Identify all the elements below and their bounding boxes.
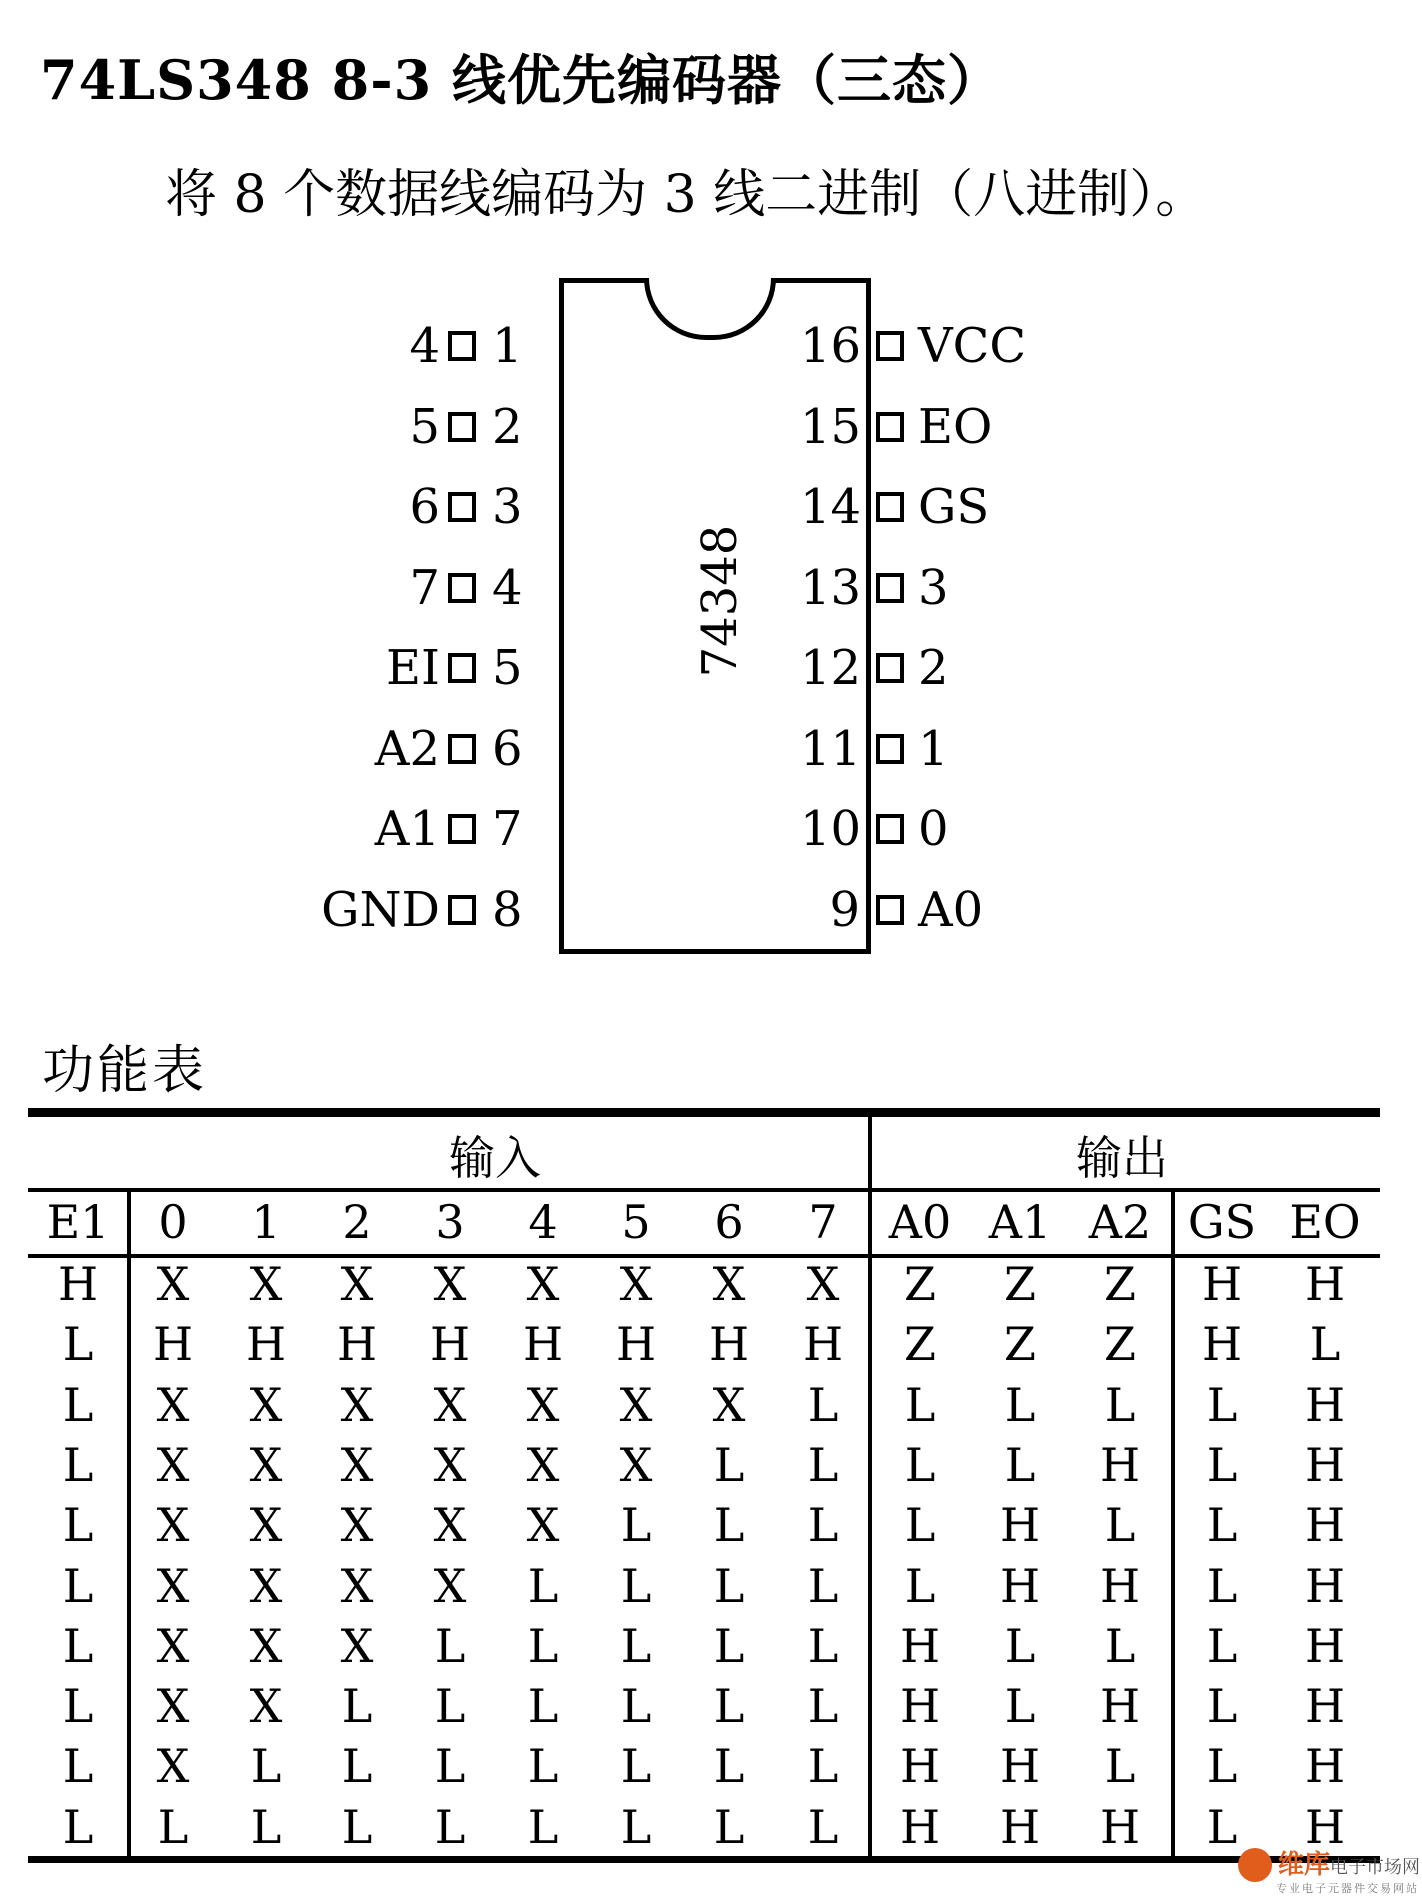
column-header: 1: [251, 1195, 281, 1249]
table-cell: L: [620, 1498, 652, 1552]
pin-number: 4: [492, 560, 523, 616]
column-header: 4: [528, 1195, 558, 1249]
column-header: A1: [988, 1195, 1052, 1249]
left-pin-7: [375, 799, 552, 859]
pin-lead: [448, 412, 476, 442]
pin-number: 9: [829, 882, 860, 938]
table-cell: X: [156, 1679, 190, 1733]
table-cell: H: [899, 1679, 941, 1733]
table-cell: X: [340, 1257, 374, 1311]
pin-number: 8: [492, 882, 523, 938]
pin-number: 2: [492, 399, 523, 455]
table-cell: L: [807, 1679, 839, 1733]
logo-icon: [1238, 1848, 1272, 1882]
right-pin-2: [800, 397, 992, 457]
table-cell: Z: [904, 1317, 936, 1371]
column-header: 2: [342, 1195, 372, 1249]
pin-lead: [448, 895, 476, 925]
table-cell: H: [1304, 1619, 1346, 1673]
column-header: A0: [888, 1195, 952, 1249]
table-cell: X: [526, 1498, 560, 1552]
table-cell: L: [807, 1800, 839, 1854]
table-cell: L: [527, 1739, 559, 1793]
left-pin-2: [409, 397, 552, 457]
pin-name: 3: [918, 560, 949, 616]
function-table-title: 功能表: [42, 1041, 208, 1101]
right-pin-7: [800, 799, 949, 859]
page-description: 将 8 个数据线编码为 3 线二进制（八进制）。: [165, 165, 1208, 225]
table-cell: X: [433, 1559, 467, 1613]
left-pin-1: [409, 316, 552, 376]
table-cell: X: [712, 1378, 746, 1432]
pin-number: 15: [800, 399, 862, 455]
column-header: 5: [621, 1195, 651, 1249]
left-pin-5: [386, 638, 552, 698]
table-cell: X: [249, 1378, 283, 1432]
table-cell: L: [1206, 1559, 1238, 1613]
column-header: 7: [808, 1195, 838, 1249]
table-cell: L: [62, 1800, 94, 1854]
table-cell: H: [1304, 1257, 1346, 1311]
pin-name: 0: [918, 801, 949, 857]
table-cell: L: [527, 1559, 559, 1613]
pin-lead: [448, 573, 476, 603]
table-cell: H: [336, 1317, 378, 1371]
pin-lead: [876, 814, 904, 844]
pin-number: 14: [800, 479, 862, 535]
table-cell: X: [340, 1438, 374, 1492]
table-cell: L: [62, 1679, 94, 1733]
table-cell: X: [156, 1257, 190, 1311]
left-pin-8: [321, 880, 552, 940]
table-cell: H: [522, 1317, 564, 1371]
table-cell: L: [1004, 1679, 1036, 1733]
table-cell: L: [713, 1619, 745, 1673]
table-cell: X: [156, 1498, 190, 1552]
table-cell: X: [249, 1559, 283, 1613]
pin-lead: [448, 814, 476, 844]
table-cell: H: [245, 1317, 287, 1371]
table-cell: H: [1201, 1257, 1243, 1311]
pin-name: A1: [374, 801, 440, 857]
table-cell: L: [62, 1739, 94, 1793]
pin-lead: [448, 331, 476, 361]
input-group-header: 输入: [449, 1131, 541, 1185]
table-cell: L: [713, 1679, 745, 1733]
table-cell: L: [62, 1438, 94, 1492]
table-cell: H: [429, 1317, 471, 1371]
table-cell: X: [433, 1257, 467, 1311]
pin-name: 1: [918, 721, 949, 777]
table-cell: L: [620, 1559, 652, 1613]
chip-notch: [644, 278, 776, 340]
pin-lead: [876, 573, 904, 603]
pin-name: 6: [409, 479, 440, 535]
table-cell: L: [620, 1679, 652, 1733]
table-cell: X: [249, 1257, 283, 1311]
table-cell: L: [157, 1800, 189, 1854]
pin-name: A2: [374, 721, 440, 777]
pin-lead: [876, 492, 904, 522]
right-pin-1: [800, 316, 1026, 376]
chip-label: 74348: [692, 524, 748, 678]
table-cell: X: [340, 1619, 374, 1673]
table-cell: X: [433, 1498, 467, 1552]
logo-name: 维库电子市场网: [1278, 1850, 1421, 1880]
column-header: E1: [46, 1195, 110, 1249]
table-cell: X: [156, 1619, 190, 1673]
table-cell: L: [713, 1739, 745, 1793]
table-cell: X: [249, 1679, 283, 1733]
column-header: A2: [1088, 1195, 1152, 1249]
table-cell: X: [712, 1257, 746, 1311]
table-cell: L: [1206, 1739, 1238, 1793]
table-cell: Z: [1004, 1257, 1036, 1311]
table-cell: L: [527, 1619, 559, 1673]
table-cell: Z: [1004, 1317, 1036, 1371]
table-cell: L: [1206, 1619, 1238, 1673]
table-cell: H: [708, 1317, 750, 1371]
table-cell: L: [1206, 1800, 1238, 1854]
table-cell: L: [434, 1619, 466, 1673]
table-cell: X: [156, 1438, 190, 1492]
right-pin-4: [800, 558, 949, 618]
table-cell: L: [62, 1559, 94, 1613]
table-cell: L: [807, 1378, 839, 1432]
table-cell: L: [620, 1619, 652, 1673]
table-cell: X: [433, 1438, 467, 1492]
table-cell: L: [713, 1559, 745, 1613]
table-cell: L: [1206, 1378, 1238, 1432]
pin-name: EI: [386, 640, 440, 696]
table-cell: L: [1206, 1498, 1238, 1552]
logo-tagline: 专业电子元器件交易网站: [1276, 1882, 1419, 1895]
pin-name: 5: [409, 399, 440, 455]
table-cell: H: [1099, 1438, 1141, 1492]
table-cell: X: [340, 1559, 374, 1613]
table-cell: H: [1304, 1498, 1346, 1552]
table-cell: X: [249, 1438, 283, 1492]
table-cell: L: [434, 1800, 466, 1854]
table-cell: H: [1304, 1739, 1346, 1793]
table-cell: L: [807, 1559, 839, 1613]
pin-number: 12: [800, 640, 862, 696]
pin-lead: [876, 734, 904, 764]
table-cell: H: [1201, 1317, 1243, 1371]
output-group-header: 输出: [1076, 1131, 1168, 1185]
column-header: GS: [1187, 1195, 1257, 1249]
table-cell: L: [1206, 1679, 1238, 1733]
table-cell: H: [615, 1317, 657, 1371]
right-pin-6: [800, 719, 949, 779]
table-cell: H: [899, 1800, 941, 1854]
table-cell: L: [1004, 1378, 1036, 1432]
table-cell: X: [619, 1438, 653, 1492]
table-cell: Z: [1104, 1317, 1136, 1371]
pin-number: 13: [800, 560, 862, 616]
table-cell: L: [713, 1800, 745, 1854]
table-cell: X: [249, 1619, 283, 1673]
pin-number: 3: [492, 479, 523, 535]
table-cell: X: [340, 1498, 374, 1552]
table-cell: H: [1099, 1800, 1141, 1854]
table-cell: X: [806, 1257, 840, 1311]
pin-number: 16: [800, 318, 862, 374]
pin-number: 10: [800, 801, 862, 857]
pin-name: 7: [409, 560, 440, 616]
table-cell: L: [434, 1679, 466, 1733]
table-cell: L: [341, 1679, 373, 1733]
table-cell: L: [62, 1498, 94, 1552]
pin-name: A0: [918, 882, 984, 938]
table-cell: X: [249, 1498, 283, 1552]
table-cell: L: [807, 1498, 839, 1552]
table-cell: L: [250, 1739, 282, 1793]
pin-lead: [876, 653, 904, 683]
pin-lead: [876, 895, 904, 925]
table-cell: X: [526, 1438, 560, 1492]
table-cell: L: [1004, 1438, 1036, 1492]
right-pin-8: [800, 880, 983, 940]
pin-lead: [448, 653, 476, 683]
table-cell: H: [1304, 1438, 1346, 1492]
left-pin-4: [409, 558, 552, 618]
table-cell: L: [1104, 1739, 1136, 1793]
table-cell: L: [1309, 1317, 1341, 1371]
table-cell: X: [619, 1257, 653, 1311]
table-cell: L: [713, 1498, 745, 1552]
table-cell: H: [999, 1800, 1041, 1854]
table-cell: H: [802, 1317, 844, 1371]
divider-enable-inputs: [127, 1190, 131, 1858]
table-cell: L: [1104, 1378, 1136, 1432]
table-cell: L: [1104, 1498, 1136, 1552]
table-cell: L: [62, 1317, 94, 1371]
divider-address-status: [1171, 1190, 1175, 1858]
table-cell: L: [527, 1800, 559, 1854]
column-header: EO: [1289, 1195, 1361, 1249]
pin-name: GS: [918, 479, 990, 535]
divider-inputs-outputs: [868, 1117, 872, 1858]
table-cell: H: [1099, 1559, 1141, 1613]
column-header: 0: [158, 1195, 188, 1249]
column-header: 3: [435, 1195, 465, 1249]
table-cell: L: [807, 1438, 839, 1492]
table-cell: L: [62, 1378, 94, 1432]
table-cell: L: [341, 1739, 373, 1793]
table-bottom-rule: [28, 1856, 1380, 1863]
table-cell: H: [899, 1739, 941, 1793]
watermark-logo: [1238, 1848, 1421, 1898]
table-cell: L: [250, 1800, 282, 1854]
pin-number: 7: [492, 801, 523, 857]
table-cell: H: [57, 1257, 99, 1311]
pin-number: 1: [492, 318, 523, 374]
table-cell: X: [619, 1378, 653, 1432]
table-cell: L: [527, 1679, 559, 1733]
table-cell: X: [156, 1559, 190, 1613]
table-cell: H: [999, 1739, 1041, 1793]
table-cell: H: [899, 1619, 941, 1673]
table-cell: L: [62, 1619, 94, 1673]
table-cell: L: [807, 1739, 839, 1793]
table-cell: X: [526, 1378, 560, 1432]
pin-name: 4: [409, 318, 440, 374]
pin-name: 2: [918, 640, 949, 696]
table-cell: H: [999, 1498, 1041, 1552]
left-pin-6: [375, 719, 552, 779]
table-cell: L: [1104, 1619, 1136, 1673]
table-cell: X: [526, 1257, 560, 1311]
table-cell: Z: [904, 1257, 936, 1311]
table-cell: X: [156, 1739, 190, 1793]
table-cell: L: [434, 1739, 466, 1793]
table-cell: L: [1206, 1438, 1238, 1492]
pin-name: EO: [918, 399, 993, 455]
table-cell: H: [1304, 1800, 1346, 1854]
pin-lead: [448, 492, 476, 522]
table-cell: L: [713, 1438, 745, 1492]
table-cell: L: [807, 1619, 839, 1673]
table-cell: L: [1004, 1619, 1036, 1673]
right-pin-5: [800, 638, 949, 698]
table-cell: L: [341, 1800, 373, 1854]
pin-name: GND: [321, 882, 440, 938]
column-header: 6: [714, 1195, 744, 1249]
pin-lead: [876, 412, 904, 442]
table-cell: X: [433, 1378, 467, 1432]
table-cell: H: [1099, 1679, 1141, 1733]
pin-number: 6: [492, 721, 523, 777]
table-cell: L: [904, 1438, 936, 1492]
pin-number: 11: [800, 721, 862, 777]
table-cell: H: [1304, 1679, 1346, 1733]
pin-number: 5: [492, 640, 523, 696]
left-pin-3: [409, 477, 552, 537]
table-cell: H: [1304, 1559, 1346, 1613]
page-title: 74LS348 8-3 线优先编码器（三态）: [40, 48, 1002, 112]
table-cell: H: [999, 1559, 1041, 1613]
table-cell: L: [904, 1559, 936, 1613]
table-cell: X: [156, 1378, 190, 1432]
pin-lead: [448, 734, 476, 764]
table-cell: L: [904, 1378, 936, 1432]
table-cell: L: [904, 1498, 936, 1552]
table-top-rule: [28, 1108, 1380, 1117]
table-cell: L: [620, 1739, 652, 1793]
table-cell: L: [620, 1800, 652, 1854]
pin-name: VCC: [918, 318, 1027, 374]
table-cell: Z: [1104, 1257, 1136, 1311]
table-cell: H: [152, 1317, 194, 1371]
right-pin-3: [800, 477, 989, 537]
table-cell: H: [1304, 1378, 1346, 1432]
table-cell: X: [340, 1378, 374, 1432]
pin-lead: [876, 331, 904, 361]
